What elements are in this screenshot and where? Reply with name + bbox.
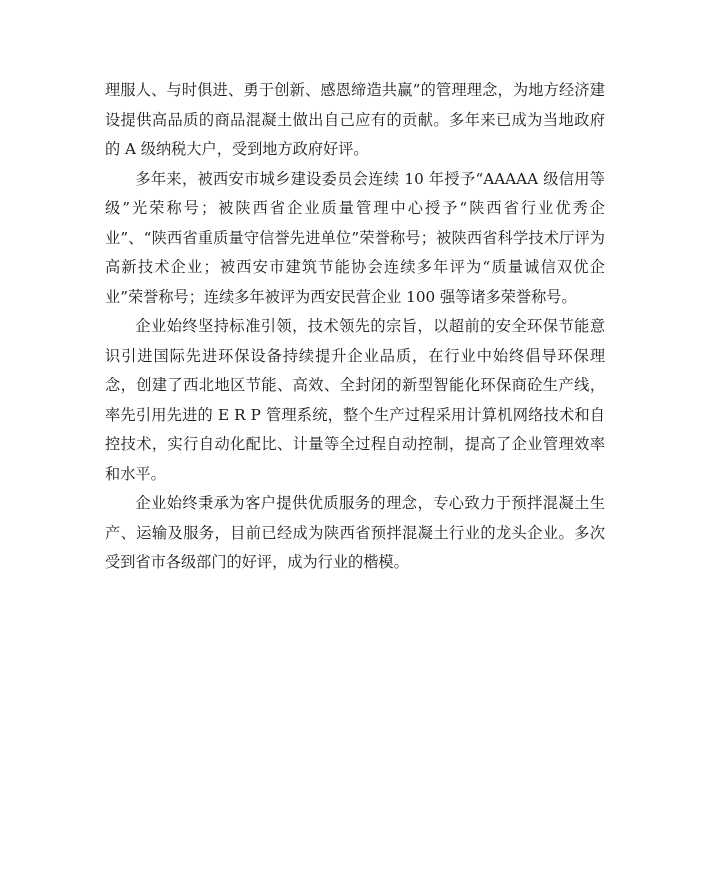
paragraph-4: 企业始终秉承为客户提供优质服务的理念，专心致力于预拌混凝土生产、运输及服务，目前已经成为陕西省预拌混凝土行业的龙头企业。多次受到省市各级部门的好评，成为行业的楷模。 (105, 494, 605, 571)
body-text (105, 76, 605, 578)
paragraph-3: 企业始终坚持标准引领，技术领先的宗旨，以超前的安全环保节能意识引进国际先进环保设备持续提升企业品质，在行业中始终倡导环保理念，创建了西北地区节能、高效、全封闭的新型智能化环保商砼生产线，率先引用先进的 E R P 管理系统，整个生产过程采用计算机网络技术和自控技术，实行自动化配比、计量等全过程自动控制，提高了企业管理效率和水平。 (105, 317, 605, 483)
paragraph-1: 理服人、与时俱进、勇于创新、感恩缔造共赢”的管理理念，为地方经济建设提供高品质的商品混凝土做出自己应有的贡献。多年来已成为当地政府的 A 级纳税大户，受到地方政府好评。 (105, 81, 605, 158)
paragraph-2: 多年来，被西安市城乡建设委员会连续 10 年授予“AAAAA 级信用等级”光荣称号；被陕西省企业质量管理中心授予“陕西省行业优秀企业”、“陕西省重质量守信誉先进单位”荣誉称号；被陕西省科学技术厅评为高新技术企业；被西安市建筑节能协会连续多年评为“质量诚信双优企业”荣誉称号；连续多年被评为西安民营企业 100 强等诸多荣誉称号。 (105, 169, 605, 306)
